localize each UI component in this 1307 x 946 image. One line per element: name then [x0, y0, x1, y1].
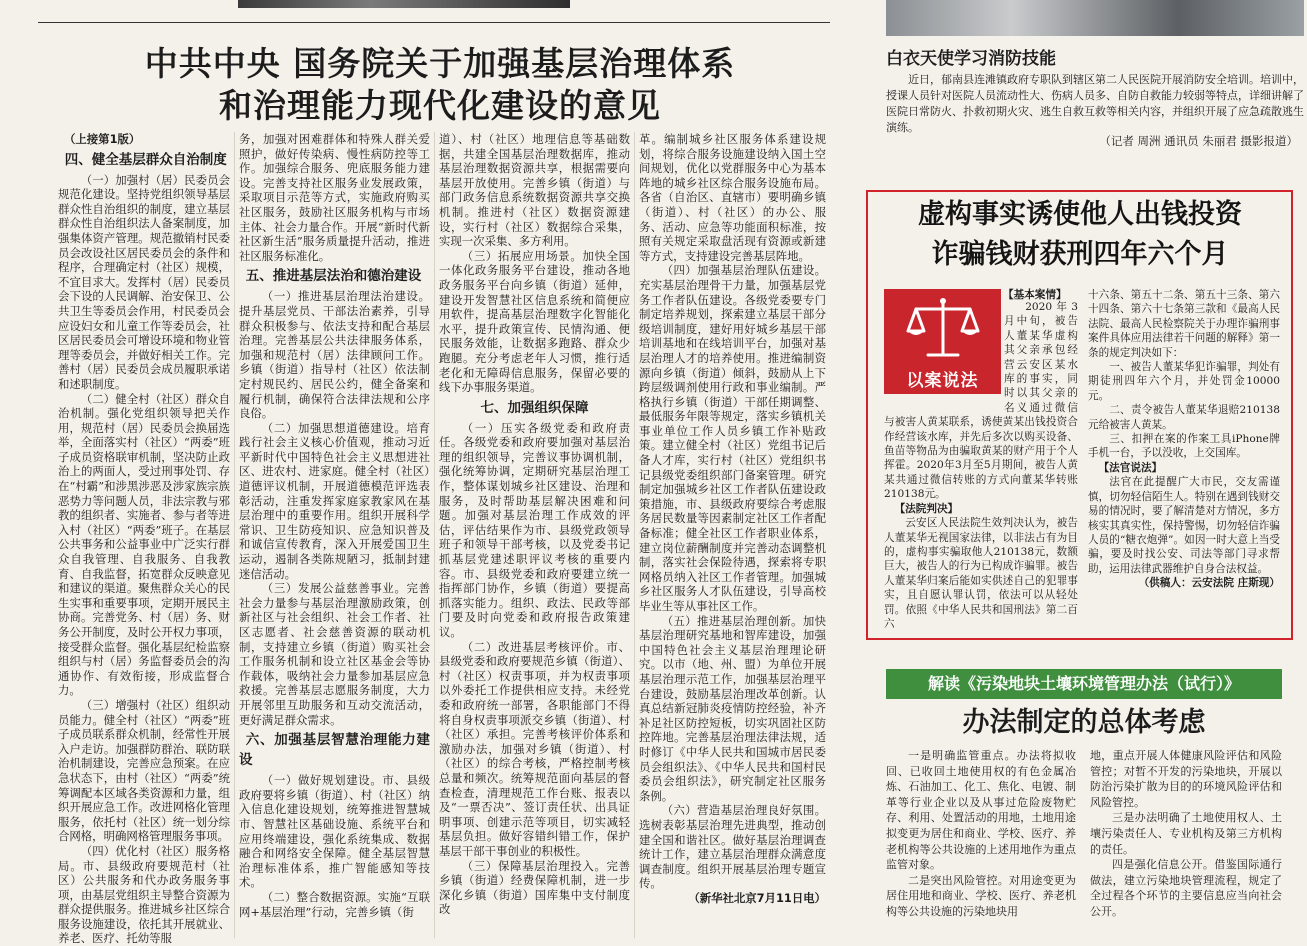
article-column-2 [234, 132, 434, 938]
news-photo [886, 0, 1304, 36]
section-label: 【基本案情】 [1003, 289, 1067, 301]
paragraph: 法官在此提醒广大市民，交友需谨慎，切勿轻信陌生人。特别在遇到钱财交易的情况时，要了解清楚对方情况，多方核实其真实性，保持警惕，切勿轻信诈骗人员的“糖衣炮弹”。如因一时大意上当受骗，要及时找公安、司法等部门寻求帮助，运用法律武器维护自身合法权益。 [1088, 476, 1280, 575]
paragraph: （二）加强思想道德建设。培育践行社会主义核心价值观，推动习近平新时代中国特色社会主义思想进社区、进农村、进家庭。健全村（社区）道德评议机制，开展道德模范评选表彰活动，注重发挥家庭家教家风在基层治理中的重要作用。组织开展科学常识、卫生防疫知识、应急知识普及和诚信宣传教育，深入开展爱国卫生运动，遏制各类陈规陋习，抵制封建迷信活动。 [239, 420, 430, 581]
brief-body: 近日，郁南县连滩镇政府专职队到辖区第二人民医院开展消防安全培训。培训中，授课人员针对医院人员流动性大、伤病人员多、自防自救能力较弱等特点，详细讲解了医院日常防火、扑救初期火灾、逃生自救互救等相关内容，并组织开展了应急疏散逃生演练。 [886, 73, 1304, 134]
paragraph: （三）拓展应用场景。加快全国一体化政务服务平台建设，推动各地政务服务平台向乡镇（街道）延伸，建设开发智慧社区信息系统和简便应用软件，提高基层治理数字化智能化水平，提升政策宣传、民情沟通、便民服务效能，让数据多跑路、群众少跑腿。充分考虑老年人习惯，推行适老化和无障碍信息服务，保留必要的线下办事服务渠道。 [439, 248, 630, 395]
badge-label: 以案说法 [906, 371, 979, 391]
continued-note: （上接第1版） [64, 132, 141, 146]
paragraph: （六）营造基层治理良好氛围。选树表彰基层治理先进典型，推动创建全国和谐社区。做好基层治理调查统计工作，建立基层治理群众满意度调查制度。组织开展基层治理专题宣传。 [639, 803, 826, 891]
case-credit: （供稿人：云安法院 庄斯现） [1138, 577, 1280, 590]
article-title-line2: 和治理能力现代化建设的意见 [219, 86, 661, 125]
paragraph: （一）压实各级党委和政府责任。各级党委和政府要加强对基层治理的组织领导，完善议事协调机制，强化统筹协调，定期研究基层治理工作，整体谋划城乡社区建设、治理和服务，及时帮助基层解决困难和问题。加强对基层治理工作成效的评估，评估结果作为市、县级党政领导班子和领导干部考核，以及党委书记抓基层党建述职评议考核的重要内容。市、县级党委和政府要建立统一指挥部门协作，乡镇（街道）要提高抓落实能力。组织、政法、民政等部门要及时向党委和政府报告政策建议。 [439, 420, 630, 639]
paragraph: 地，重点开展人体健康风险评估和风险管控；对暂不开发的污染地块，开展以防治污染扩散为目的的环境风险评估和风险管控。 [1090, 749, 1282, 809]
paragraph: （四）加强基层治理队伍建设。充实基层治理骨干力量，加强基层党务工作者队伍建设。各级党委要专门制定培养规划，探索建立基层干部分级培训制度，建好用好城乡基层干部培训基地和在线培训平台，加强对基层治理人才的培养使用。推进编制资源向乡镇（街道）倾斜，鼓励从上下跨层级调剂使用行政和事业编制。严格执行乡镇（街道）干部任期调整、最低服务年限等规定，落实乡镇机关事业单位工作人员乡镇工作补贴政策。建立健全村（社区）党组书记后备人才库，实行村（社区）党组织书记县级党委组织部门备案管理。研究制定加强城乡社区工作者队伍建设政策措施，市、县级政府要综合考虑服务居民数量等因素制定社区工作者配备标准；健全社区工作者职业体系，建立岗位薪酬制度并完善动态调整机制，落实社会保险待遇，探索将专职网格员纳入社区工作者管理。加强城乡社区服务人才队伍建设，引导高校毕业生等从事社区工作。 [639, 263, 826, 613]
section-label: 【法院判决】 [894, 502, 959, 515]
paragraph: 一、被告人董某华犯诈骗罪，判处有期徒刑四年六个月，并处罚金10000元。 [1088, 361, 1280, 402]
paragraph: （二）健全村（社区）群众自治机制。强化党组织领导把关作用，规范村（居）民委员会换届选举，全面落实村（社区）“两委”班子成员资格联审机制，坚决防止政治上的两面人，受过刑事处罚、存在“村霸”和涉黑涉恶及涉家族宗族恶势力等问题人员，非法宗教与邪教的组织者、实施者、参与者等进入村（社区）“两委”班子。在基层公共事务和公益事业中广泛实行群众自我管理、自我服务、自我教育、自我监督，拓宽群众反映意见和建议的渠道。聚焦群众关心的民生实事和重要事项，定期开展民主协商。完善党务、村（居）务、财务公开制度，及时公开权力事项，接受群众监督。强化基层纪检监察组织与村（居）务监督委员会的沟通协作、有效衔接，形成监督合力。 [58, 391, 230, 698]
paragraph: 革。编制城乡社区服务体系建设规划，将综合服务设施建设纳入国土空间规划，优化以党群服务中心为基本阵地的城乡社区综合服务设施布局。各省（自治区、直辖市）要明确乡镇（街道）、村（社区）的办公、服务、活动、应急等功能面积标准，按照有关规定采取盘活现有资源或新建等方式，支持建设完善基层阵地。 [639, 132, 826, 263]
section-heading: 四、健全基层群众自治制度 [64, 151, 227, 168]
paragraph: （一）加强村（居）民委员会规范化建设。坚持党组织领导基层群众性自治组织的制度，建立基层群众性自治组织法人备案制度，加强集体资产管理。规范撤销村民委员会改设社区居民委员会的条件和程序，合理确定村（社区）规模，不宜目求大。发挥村（居）民委员会下设的人民调解、治安保卫、公共卫生等委员会作用，村民委员会应设妇女和儿童工作等委员会，社区居民委员会可增设环境和物业管理等委员会，并做好相关工作。完善村（居）民委员会成员履职承诺和述职制度。 [58, 172, 230, 391]
paragraph: （三）保障基层治理投入。完善乡镇（街道）经费保障机制，进一步深化乡镇（街道）国库集中支付制度改 [439, 858, 630, 917]
article-title-line1: 中共中央 国务院关于加强基层治理体系 [144, 44, 736, 83]
case-column-right [1088, 288, 1280, 633]
paragraph: 十六条、第五十二条、第五十三条、第六十四条、第六十七条第三款和《最高人民法院、最高人民检察院关于办理诈骗刑事案件具体应用法律若干问题的解释》第一条的规定判决如下： [1088, 289, 1280, 359]
regulation-column-left [886, 748, 1076, 936]
section-heading: 五、推进基层法治和德治建设 [245, 268, 422, 285]
paragraph: （二）整合数据资源。实施“互联网+基层治理”行动，完善乡镇（街 [239, 889, 430, 919]
paragraph: 云安区人民法院生效判决认为，被告人董某华无视国家法律，以非法占有为目的，虚构事实骗取他人210138元，数额巨大，被告人的行为已构成诈骗罪。被告人董某华归案后能如实供述自己的犯罪事实，且自愿认罪认罚，依法可以从轻处罚。依照《中华人民共和国刑法》第二百六 [884, 517, 1078, 630]
paragraph: 务，加强对困难群体和特殊人群关爱照护，做好传染病、慢性病防控等工作。加强综合服务、兜底服务能力建设。完善支持社区服务业发展政策，采取项目示范等方式，实施政府购买社区服务，鼓励社区服务机构与市场主体、社会力量合作。开展“新时代新社区新生活”服务质量提升活动，推进社区服务标准化。 [239, 132, 430, 263]
divider [38, 22, 830, 23]
brief-credit: （记者 周洲 通讯员 朱丽君 摄影报道） [1099, 134, 1298, 148]
paragraph: （一）做好规划建设。市、县级政府要将乡镇（街道）、村（社区）纳入信息化建设规划，统筹推进智慧城市、智慧社区基础设施、系统平台和应用终端建设，强化系统集成、数据融合和网络安全保障。健全基层智慧治理标准体系，推广智能感知等技术。 [239, 773, 430, 890]
article-column-1 [54, 132, 234, 946]
case-column-left [884, 300, 1078, 630]
section-heading: 六、加强基层智慧治理能力建设 [239, 732, 430, 769]
paragraph: 一是明确监管重点。办法将拟收回、已收回土地使用权的有色金属冶炼、石油加工、化工、焦化、电镀、制革等行业企业以及从事过危险废物贮存、利用、处置活动的用地，土地用途拟变更为居住和商业、学校、医疗、养老机构等公共设施的上述用地作为重点监管对象。 [886, 749, 1076, 872]
paragraph: （三）增强村（社区）组织动员能力。健全村（社区）“两委”班子成员联系群众机制，经常性开展入户走访。加强群防群治、联防联治机制建设，完善应急预案。在应急状态下，由村（社区）“两委”统筹调配本区域各类资源和力量，组织开展应急工作。改进网格化管理服务，依托村（社区）统一划分综合网格，明确网格管理服务事项。 [58, 697, 230, 844]
section-heading: 七、加强组织保障 [480, 399, 589, 416]
section-label: 【法官说法】 [1098, 461, 1163, 474]
article-body [54, 132, 830, 946]
paragraph: （一）推进基层治理法治建设。提升基层党员、干部法治素养，引导群众积极参与、依法支持和配合基层治理。完善基层公共法律服务体系，加强和规范村（居）法律顾问工作。乡镇（街道）指导村（社区）依法制定村规民约、居民公约，健全备案和履行机制，确保符合法律法规和公序良俗。 [239, 289, 430, 421]
paragraph: 四是强化信息公开。借鉴国际通行做法，建立污染地块管理流程，规定了全过程各个环节的主要信息应当向社会公开。 [1090, 858, 1282, 918]
paragraph: 二、责令被告人董某华退赔210138元给被害人黄某。 [1088, 404, 1280, 431]
regulation-title: 办法制定的总体考虑 [962, 707, 1206, 738]
regulation-banner: 解读《污染地块土壤环境管理办法（试行）》 [886, 669, 1282, 699]
case-title-line2: 诈骗钱财获刑四年六个月 [931, 239, 1229, 270]
paragraph: 三是办法明确了土地使用权人、土壤污染责任人、专业机构及第三方机构的责任。 [1090, 811, 1282, 856]
article-column-4 [634, 132, 830, 938]
paragraph: （五）推进基层治理创新。加快基层治理研究基地和智库建设，加强中国特色社会主义基层治理理论研究。以市（地、州、盟）为单位开展基层治理示范工作，加强基层治理平台建设，鼓励基层治理改革创新。认真总结新冠肺炎疫情防控经验，补齐补足社区防控短板，切实巩固社区防控阵地。完善基层治理法律法规，适时修订《中华人民共和国城市居民委员会组织法》、《中华人民共和国村民委员会组织法》，研究制定社区服务条例。 [639, 613, 826, 803]
paragraph: 二是突出风险管控。对用途变更为居住用地和商业、学校、医疗、养老机构等公共设施的污染地块用 [886, 873, 1076, 918]
case-title-line1: 虚构事实诱使他人出钱投资 [918, 199, 1242, 230]
paragraph: 道）、村（社区）地理信息等基础数据，共建全国基层治理数据库，推动基层治理数据资源共享，根据需要向基层开放使用。完善乡镇（街道）与部门政务信息系统数据资源共享交换机制。推进村（社区）数据资源建设，实行村（社区）数据综合采集，实现一次采集、多方利用。 [439, 132, 630, 249]
paragraph: 三、扣押在案的作案工具iPhone牌手机一台，予以没收，上交国库。 [1088, 433, 1280, 460]
paragraph: 2020年3月中旬，被告人董某华虚构其父亲承包经营云安区某水库的事实，同时以其父亲的名义通过微信与被害人黄某联系，诱使黄某出钱投资合作经营该水库，并先后多次以购买设备、鱼苗等物品为由骗取黄某的财产用于个人挥霍。2020年3月至5月期间，被告人黄某共通过微信转账的方式向董某华转账210138元。 [884, 301, 1078, 501]
paragraph: （二）改进基层考核评价。市、县级党委和政府要规范乡镇（街道）、村（社区）权责事项，并为权责事项以外委托工作提供相应支持。未经党委和政府统一部署，各职能部门不得将自身权责事项派交乡镇（街道）、村（社区）承担。完善考核评价体系和激励办法，加强对乡镇（街道）、村（社区）的综合考核，严格控制考核总量和频次。统筹规范面向基层的督查检查，清理规范工作台账、报表以及“一票否决”、签订责任状、出具证明事项、创建示范等项目，切实减轻基层负担。做好容错纠错工作，保护基层干部干事创业的积极性。 [439, 639, 630, 858]
regulation-column-right [1090, 748, 1282, 936]
news-source: （新华社北京7月11日电） [688, 890, 826, 905]
brief-title: 白衣天使学习消防技能 [886, 49, 1056, 69]
paragraph: （四）优化村（社区）服务格局。市、县级政府要规范村（社区）公共服务和代办政务服务事项，由基层党组织主导整合资源为群众提供服务。推进城乡社区综合服务设施建设，依托其开展就业、养老、医疗、托幼等服 [58, 843, 230, 946]
top-photo-strip [238, 0, 570, 8]
article-column-3 [434, 132, 634, 938]
paragraph: （三）发展公益慈善事业。完善社会力量参与基层治理激励政策，创新社区与社会组织、社会工作者、社区志愿者、社会慈善资源的联动机制，支持建立乡镇（街道）购买社会工作服务机制和设立社区基金会等协作载体，吸纳社会力量参加基层应急救援。完善基层志愿服务制度，大力开展邻里互助服务和互动交流活动，更好满足群众需求。 [239, 581, 430, 727]
